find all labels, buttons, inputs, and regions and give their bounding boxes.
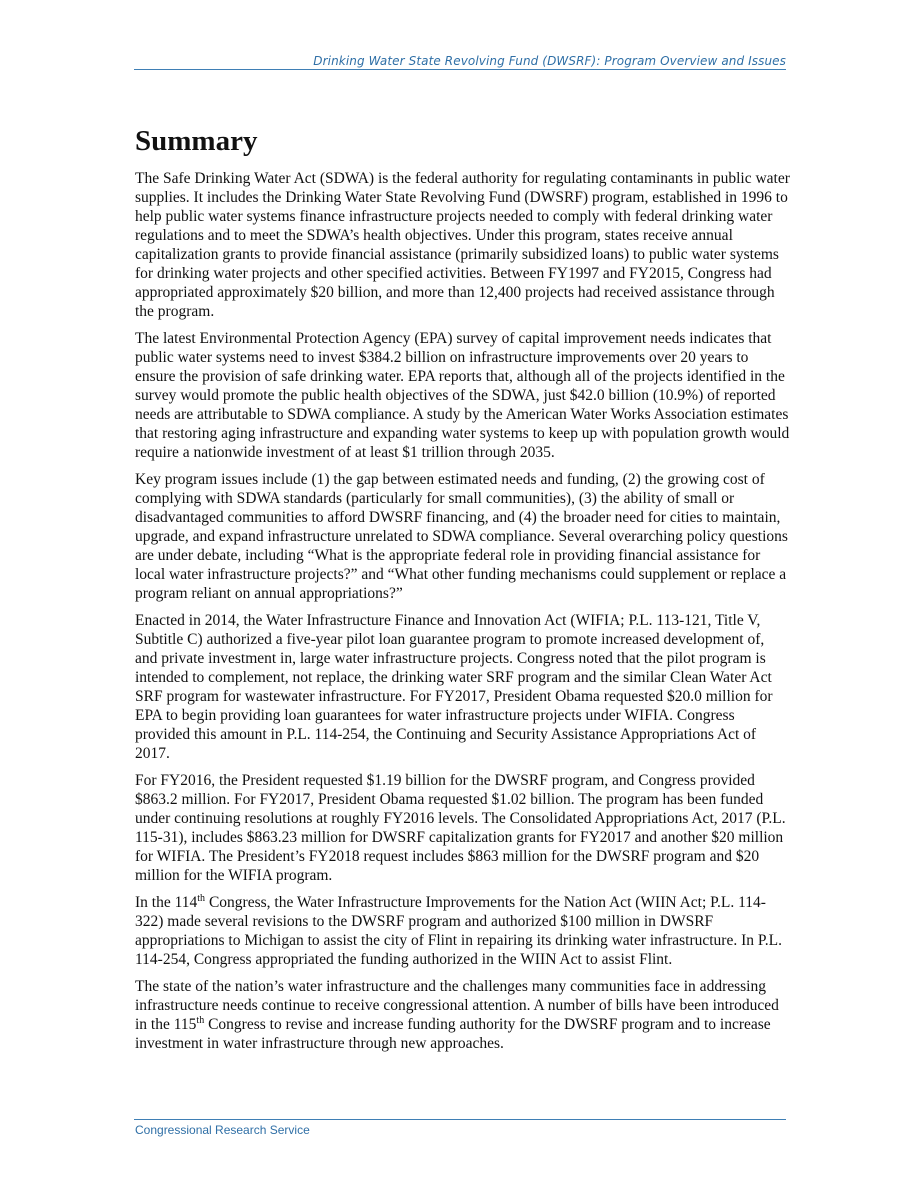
paragraph-4: Enacted in 2014, the Water Infrastructure Finance and Innovation Act (WIFIA; P.L. 113-121, Title V, Subtitle C) authorized a five-year pilot loan guarantee program to promote increased development of, and private investment in, large water infrastructure projects. Congress noted that the pilot program is intended to complement, not replace, the drinking water SRF program and the similar Clean Water Act SRF program for wastewater infrastructure. For FY2017, President Obama requested $20.0 million for EPA to begin providing loan guarantees for water infrastructure projects under WIFIA. Congress provided this amount in P.L. 114-254, the Continuing and Security Assistance Appropriations Act of 2017.: [135, 612, 773, 762]
summary-body: [135, 169, 790, 1061]
paragraph-7: [135, 977, 790, 1053]
footer-rule: [134, 1119, 786, 1120]
header-rule: [134, 69, 786, 70]
running-header: Drinking Water State Revolving Fund (DWSRF): Program Overview and Issues: [313, 54, 786, 68]
paragraph-2: The latest Environmental Protection Agency (EPA) survey of capital improvement needs indicates that public water systems need to invest $384.2 billion on infrastructure improvements over 20 years to ensure the provision of safe drinking water. EPA reports that, although all of the projects identified in the survey would promote the public health objectives of the SDWA, just $42.0 billion (10.9%) of reported needs are attributable to SDWA compliance. A study by the American Water Works Association estimates that restoring aging infrastructure and expanding water systems to keep up with population growth would require a nationwide investment of at least $1 trillion through 2035.: [135, 330, 790, 461]
footer-source: Congressional Research Service: [135, 1123, 310, 1137]
paragraph-5: For FY2016, the President requested $1.19 billion for the DWSRF program, and Congress provided $863.2 million. For FY2017, President Obama requested $1.02 billion. The program has been funded under continuing resolutions at roughly FY2016 levels. The Consolidated Appropriations Act, 2017 (P.L. 115-31), includes $863.23 million for DWSRF capitalization grants for FY2017 and another $20 million for WIFIA. The President’s FY2018 request includes $863 million for the DWSRF program and $20 million for the WIFIA program.: [135, 772, 786, 884]
paragraph-7-post: Congress to revise and increase funding authority for the DWSRF program and to increase investment in water infrastructure through new approaches.: [135, 1016, 771, 1052]
paragraph-6: [135, 893, 790, 969]
paragraph-6-pre: In the 114: [135, 894, 198, 911]
paragraph-1: The Safe Drinking Water Act (SDWA) is the federal authority for regulating contaminants in public water supplies. It includes the Drinking Water State Revolving Fund (DWSRF) program, established in 1996 to help public water systems finance infrastructure projects needed to comply with federal drinking water regulations and to meet the SDWA’s health objectives. Under this program, states receive annual capitalization grants to provide financial assistance (primarily subsidized loans) to public water systems for drinking water projects and other specified activities. Between FY1997 and FY2015, Congress had appropriated approximately $20 billion, and more than 12,400 projects had received assistance through the program.: [135, 170, 790, 320]
paragraph-3: Key program issues include (1) the gap between estimated needs and funding, (2) the growing cost of complying with SDWA standards (particularly for small communities), (3) the ability of small or disadvantaged communities to afford DWSRF financing, and (4) the broader need for cities to maintain, upgrade, and expand infrastructure unrelated to SDWA compliance. Several overarching policy questions are under debate, including “What is the appropriate federal role in providing financial assistance for local water infrastructure projects?” and “What other funding mechanisms could supplement or replace a program reliant on annual appropriations?”: [135, 471, 788, 602]
paragraph-6-post: Congress, the Water Infrastructure Improvements for the Nation Act (WIIN Act; P.L. 114-322) made several revisions to the DWSRF program and authorized $100 million in DWSRF appropriations to Michigan to assist the city of Flint in repairing its drinking water infrastructure. In P.L. 114-254, Congress appropriated the funding authorized in the WIIN Act to assist Flint.: [135, 894, 783, 968]
paragraph-7-pre: The state of the nation’s water infrastructure and the challenges many communities face in addressing infrastructure needs continue to receive congressional attention. A number of bills have been introduced in the 115: [135, 978, 779, 1033]
ordinal-suffix: th: [197, 893, 206, 904]
section-title: Summary: [135, 125, 258, 157]
ordinal-suffix: th: [196, 1015, 205, 1026]
